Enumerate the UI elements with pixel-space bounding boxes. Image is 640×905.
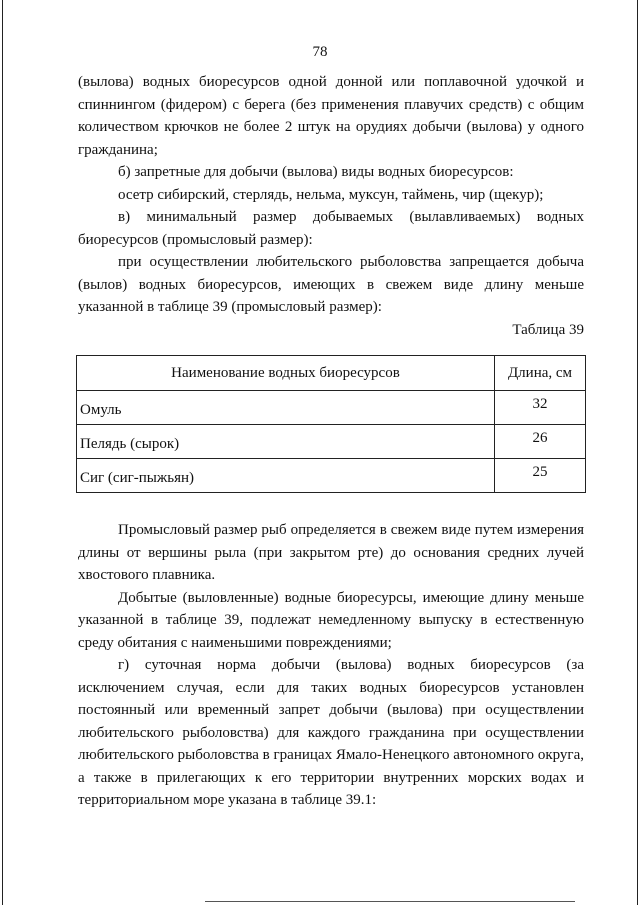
table-row (77, 391, 586, 425)
table-cell-length: 32 (495, 391, 586, 425)
paragraph-daily-limit: г) суточная норма добычи (вылова) водных биоресурсов (за исключением случая, если для таких водных биоресурсов установлен постоянный или временный запрет добычи (вылова) при осуществлении любительского рыболовства) для каждого гражданина при осуществлении любительского рыболовства в границах Ямало-Ненецкого автономного округа, а также в прилегающих к его территории внутренних морских водах и территориальном море указана в таблице 39.1: (78, 657, 584, 808)
table-row (77, 459, 586, 493)
paragraph-prohibited-species-heading: б) запретные для добычи (вылова) виды водных биоресурсов: (118, 164, 514, 180)
table-header-species: Наименование водных биоресурсов (77, 356, 495, 391)
table-caption: Таблица 39 (512, 321, 584, 338)
paragraph-measurement-method: Промысловый размер рыб определяется в свежем виде путем измерения длины от вершины рыла (при закрытом рте) до основания средних лучей хвостового плавника. (78, 522, 584, 583)
table-row (77, 425, 586, 459)
paragraph-prohibited-species-list: осетр сибирский, стерлядь, нельма, муксун, таймень, чир (щекур); (118, 186, 544, 203)
paragraph-minimum-size-rule: при осуществлении любительского рыболовства запрещается добыча (вылов) водных биоресурсов, имеющих в свежем виде длину меньше указанной в таблице 39 (промысловый размер): (78, 254, 584, 315)
minimum-size-table (76, 355, 586, 493)
table-cell-species: Пелядь (сырок) (77, 425, 495, 459)
table-cell-length: 25 (495, 459, 586, 493)
table-cell-species: Омуль (77, 391, 495, 425)
table-cell-length: 26 (495, 425, 586, 459)
table-header-length: Длина, см (495, 356, 586, 391)
table-cell-species: Сиг (сиг-пыжьян) (77, 459, 495, 493)
paragraph-minimum-size-heading: в) минимальный размер добываемых (вылавливаемых) водных биоресурсов (промысловый размер): (78, 209, 584, 248)
scan-border-bottom (205, 901, 575, 902)
paragraph-release-rule: Добытые (выловленные) водные биоресурсы, имеющие длину меньше указанной в таблице 39, подлежат немедленному выпуску в естественную среду обитания с наименьшими повреждениями; (78, 589, 584, 651)
scan-border-left (2, 0, 3, 905)
scan-border-right (637, 0, 638, 905)
document-body (78, 71, 584, 812)
page-number: 78 (312, 44, 328, 60)
table-header-row (77, 356, 586, 391)
paragraph-fishing-gear: (вылова) водных биоресурсов одной донной или поплавочной удочкой и спиннингом (фидером) с берега (без применения плавучих средств) с общим количеством крючков не более 2 штук на орудиях добычи (вылова) у одного гражданина; (78, 74, 584, 158)
